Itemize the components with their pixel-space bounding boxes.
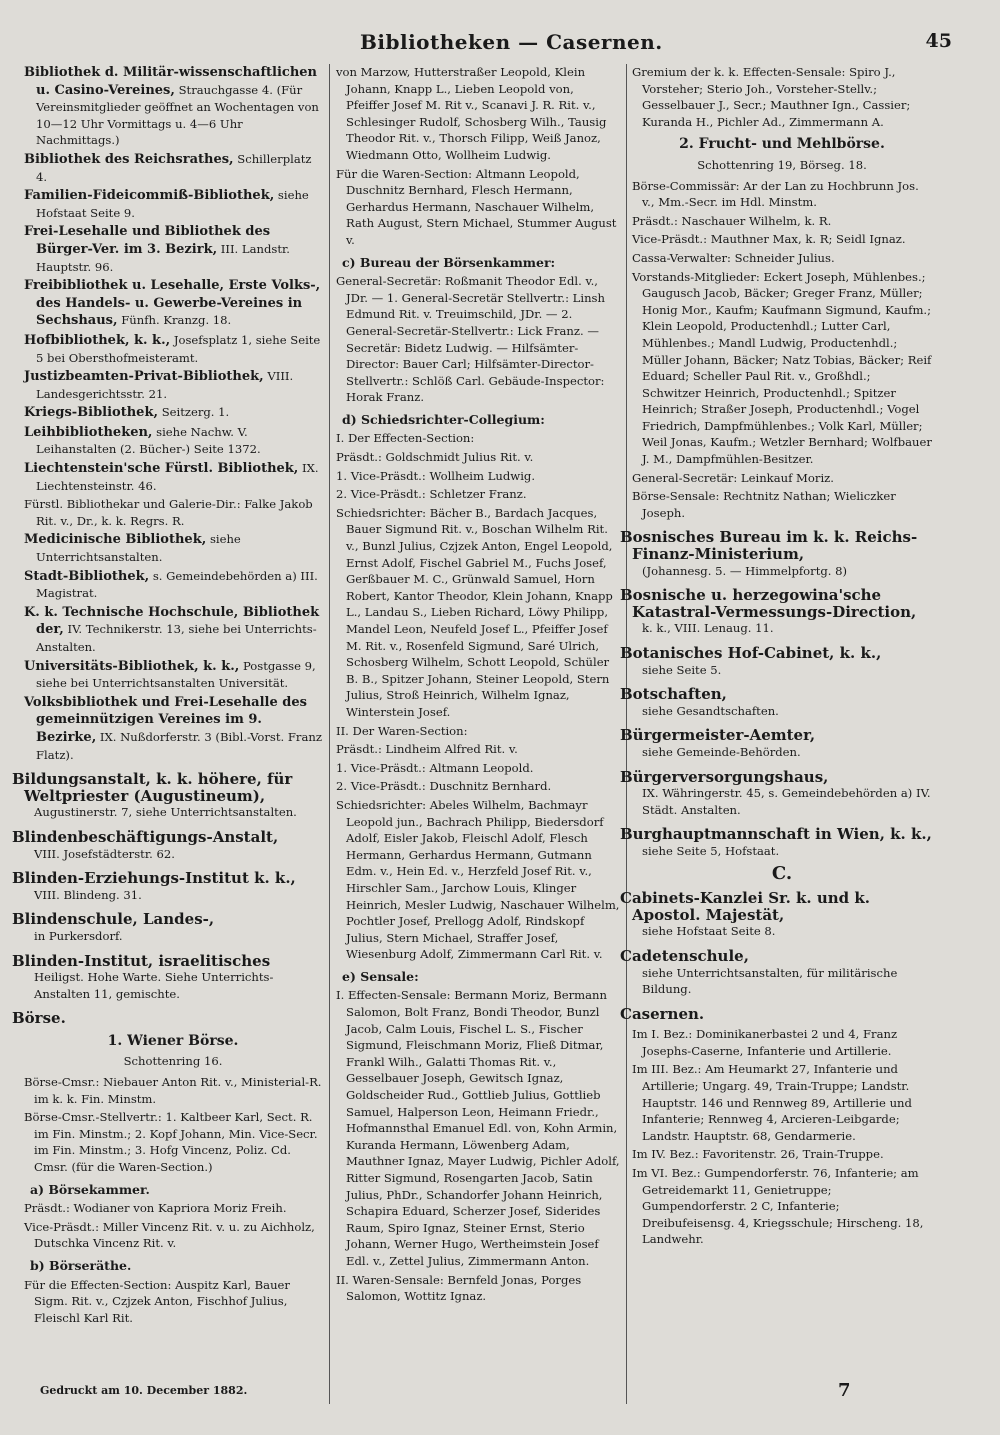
major-entry [620,726,932,760]
major-heading: Bildungsanstalt, k. k. höhere, für Weltpriester (Augustineum), [12,770,293,805]
directory-entry [24,604,322,656]
major-heading: Burghauptmannschaft in Wien, k. k., [620,825,932,844]
column-right [620,64,932,1250]
listing-paragraph: Gremium der k. k. Effecten-Sensale: Spiro J., Vorsteher; Sterio Joh., Vorsteher-Stellv.; Gesselbauer J., Secr.; Mauthner Ign., Cassier; Kuranda H., Pichler Ad., Zimmermann A. [632,65,911,129]
directory-entry [24,496,322,529]
entry-text: III. Landstr. Hauptstr. 96. [36,241,290,274]
entry-heading: Hofbibliothek, k. k., [24,332,171,348]
column-middle [336,64,620,1307]
entry-text: Fünfh. Kranzg. 18. [121,313,232,328]
directory-entry [24,187,322,221]
major-text: k. k., VIII. Lenaug. 11. [642,621,774,636]
major-entry [620,946,932,998]
subsection-heading: e) Sensale: [342,968,419,984]
major-entry [620,1004,932,1023]
listing-paragraph: 1. Vice-Präsdt.: Altmann Leopold. [336,760,534,775]
entry-text: IX. Liechtensteinstr. 46. [36,461,319,493]
listing-paragraph: Börse-Cmsr.-Stellvertr.: 1. Kaltbeer Karl, Sect. R. im Fin. Minstm.; 2. Kopf Johann, Min. Vice-Secr. im Fin. Minstm.; 3. Hofg Vincenz, Poliz. Cd. Cmsr. (für die Waren-Section.) [24,1110,318,1175]
letter-divider: C. [771,862,793,884]
listing-paragraph: Im VI. Bez.: Gumpendorferstr. 76, Infanterie; am Getreidemarkt 11, Genietruppe; Gumpendorferstr. 2 C, Infanterie; Dreibufeisensg. 4, Kriegsschule; Hirscheng. 18, Landwehr. [632,1166,924,1247]
listing-paragraph: Präsdt.: Wodianer von Kapriora Moriz Freih. [24,1201,287,1216]
listing-paragraph: Börse-Sensale: Rechtnitz Nathan; Wieliczker Joseph. [632,489,896,520]
major-text: siehe Hofstaat Seite 8. [642,924,776,939]
entry-text: siehe Hofstaat Seite 9. [36,188,309,220]
major-text: siehe Seite 5, Hofstaat. [642,843,780,858]
listing-paragraph: Börse-Cmsr.: Niebauer Anton Rit. v., Ministerial-R. im k. k. Fin. Minstm. [24,1075,322,1106]
major-heading: Börse. [12,1009,66,1028]
address-line: Schottenring 16. [123,1054,223,1069]
listing-paragraph: 2. Vice-Präsdt.: Duschnitz Bernhard. [336,779,552,794]
listing-paragraph: Schiedsrichter: Abeles Wilhelm, Bachmayr Leopold jun., Bachrach Philipp, Biedersdorf Adolf, Eisler Jakob, Fleischl Adolf, Flesch Hermann, Gerhardus Hermann, Gutmann Edm. v., Hein Ed. v., Herzfeld Josef Rit. v., Hirschler Sam., Jarchow Louis, Klinger Heinrich, Mesler Ludwig, Naschauer Wilhelm, Pochtler Josef, Prellogg Adolf, Rindskopf Julius, Stern Michael, Straffer Josef, Wiesenburg Adolf, Zimmermann Carl Rit. v. [336,797,620,962]
directory-entry [24,223,322,275]
entry-heading: Bibliothek d. Militär-wissenschaftlichen u. Casino-Vereines, [24,65,318,98]
listing-paragraph: Im IV. Bez.: Favoritenstr. 26, Train-Truppe. [632,1147,884,1162]
listing-paragraph: Vorstands-Mitglieder: Eckert Joseph, Mühlenbes.; Gaugusch Jacob, Bäcker; Greger Franz, Müller; Honig Mor., Kaufm; Kaufmann Sigmund, Kaufm.; Klein Leopold, Productenhdl.; Lutter Carl, Mühlenbes.; Mandl Ludwig, Productenhdl.; Müller Johann, Bäcker; Natz Tobias, Bäcker; Reif Eduard; Scheller Paul Rit. v., Großhdl.; Schwitzer Heinrich, Productenhdl.; Spitzer Heinrich; Straßer Joseph, Productenhdl.; Vogel Friedrich, Dampfmühlenbes.; Volk Karl, Müller; Weil Jonas, Kaufm.; Wetzler Bernhard; Wolfbauer J. M., Dampfmühlen-Besitzer. [632,269,932,467]
major-heading: Cadetenschule, [620,946,749,965]
entry-text: Postgasse 9, siehe bei Unterrichtsanstalten Universität. [36,658,316,691]
major-entry [620,825,932,859]
listing-paragraph: II. Waren-Sensale: Bernfeld Jonas, Porges Salomon, Wottitz Ignaz. [336,1272,582,1304]
directory-entry [24,424,322,458]
directory-entry [24,368,322,402]
entry-text: VIII. Landesgerichtsstr. 21. [36,369,294,401]
directory-entry [24,658,322,692]
major-heading: Botschaften, [620,685,727,704]
major-text: (Johannesg. 5. — Himmelpfortg. 8) [642,563,848,578]
entry-text: IV. Technikerstr. 13, siehe bei Unterrichts-Anstalten. [36,622,317,654]
major-text: IX. Währingerstr. 45, s. Gemeindebehörden a) IV. Städt. Anstalten. [642,786,931,817]
listing-paragraph: II. Der Waren-Section: [336,723,468,738]
entry-heading: Leihbibliotheken, [24,424,153,440]
entry-heading: Stadt-Bibliothek, [24,568,150,584]
major-text: VIII. Blindeng. 31. [34,887,142,902]
entry-heading: Familien-Fideicommiß-Bibliothek, [24,188,275,204]
major-heading: Casernen. [620,1004,705,1023]
major-heading: Botanisches Hof-Cabinet, k. k., [620,644,882,662]
signature-mark: 7 [838,1380,851,1401]
listing-paragraph: Vice-Präsdt.: Miller Vincenz Rit. v. u. zu Aichholz, Dutschka Vincenz Rit. v. [24,1219,315,1251]
major-entry [12,869,322,903]
listing-paragraph: Präsdt.: Goldschmidt Julius Rit. v. [336,450,534,465]
entry-heading: Liechtenstein'sche Fürstl. Bibliothek, [24,461,299,477]
column-divider [329,64,330,1404]
directory-entry [24,568,322,602]
entry-heading: Freibibliothek u. Lesehalle, Erste Volks-, des Handels- u. Gewerbe-Vereines in Sechshaus, [24,278,321,329]
address-line: Schottenring 19, Börseg. 18. [697,157,867,172]
entry-text: Josefsplatz 1, siehe Seite 5 bei Obersthofmeisteramt. [36,332,321,365]
entry-text: Schillerplatz 4. [36,151,312,184]
entry-heading: Frei-Lesehalle und Bibliothek des Bürger-Ver. im 3. Bezirk, [24,224,271,257]
major-entry [620,644,932,678]
major-text: in Purkersdorf. [34,928,123,943]
listing-paragraph: 2. Vice-Präsdt.: Schletzer Franz. [336,487,527,502]
major-text: siehe Seite 5. [642,662,722,677]
major-heading: Blindenbeschäftigungs-Anstalt, [12,827,279,846]
entry-text: Fürstl. Bibliothekar und Galerie-Dir.: Falke Jakob Rit. v., Dr., k. k. Regrs. R. [24,497,313,528]
section-heading: 2. Frucht- und Mehlbörse. [679,136,885,153]
listing-paragraph: I. Der Effecten-Section: [336,431,475,446]
listing-paragraph: von Marzow, Hutterstraßer Leopold, Klein Johann, Knapp L., Lieben Leopold von, Pfeiffer Josef M. Rit v., Scanavi J. R. Rit. v., Schlesinger Rudolf, Schosberg Wilh., Tausig Theodor Rit. v., Thorsch Filipp, Weiß Janoz, Wiedmann Otto, Wollheim Ludwig. [336,65,607,162]
listing-paragraph: Börse-Commissär: Ar der Lan zu Hochbrunn Jos. v., Mm.-Secr. im Hdl. Minstm. [632,178,919,210]
directory-entry [24,404,322,422]
subsection-heading: b) Börseräthe. [30,1258,132,1273]
major-heading: Bürgerversorgungshaus, [620,767,829,786]
entry-text: siehe Unterrichtsanstalten. [36,532,241,565]
major-text: siehe Gesandtschaften. [642,703,779,718]
major-entry [620,586,932,637]
entry-heading: Medicinische Bibliothek, [24,532,207,548]
listing-paragraph: Präsdt.: Naschauer Wilhelm, k. R. [632,213,832,228]
major-text: Heiligst. Hohe Warte. Siehe Unterrichts-Anstalten 11, gemischte. [34,970,274,1001]
entry-text: siehe Nachw. V. Leihanstalten (2. Bücher-) Seite 1372. [36,424,261,457]
major-entry [12,1009,322,1028]
subsection-heading: c) Bureau der Börsenkammer: [342,254,556,270]
listing-paragraph: Im I. Bez.: Dominikanerbastei 2 und 4, Franz Josephs-Caserne, Infanterie und Artillerie. [632,1027,898,1058]
directory-entry [24,531,322,565]
entry-text: s. Gemeindebehörden a) III. Magistrat. [36,568,318,601]
column-left [12,64,322,1328]
major-heading: Bürgermeister-Aemter, [620,726,816,745]
major-entry [12,951,322,1003]
major-text: VIII. Josefstädterstr. 62. [34,846,175,861]
listing-paragraph: Für die Waren-Section: Altmann Leopold, Duschnitz Bernhard, Flesch Hermann, Gerhardus Hermann, Naschauer Wilhelm, Rath August, Stern Michael, Stummer August v. [336,166,617,247]
entry-heading: Volksbibliothek und Frei-Lesehalle des gemeinnützigen Vereines im 9. Bezirke, [24,694,307,745]
listing-paragraph: Für die Effecten-Section: Auspitz Karl, Bauer Sigm. Rit. v., Czjzek Anton, Fischhof Julius, Fleischl Karl Rit. [24,1277,290,1325]
major-text: siehe Unterrichtsanstalten, für militärische Bildung. [642,965,898,997]
major-entry [12,827,322,862]
major-heading: Blindenschule, Landes-, [12,910,215,929]
directory-entry [24,460,322,494]
print-date: Gedruckt am 10. December 1882. [40,1384,248,1397]
directory-entry [24,332,322,366]
major-text: Augustinerstr. 7, siehe Unterrichtsanstalten. [34,805,297,820]
listing-paragraph: I. Effecten-Sensale: Bermann Moriz, Bermann Salomon, Bolt Franz, Bondi Theodor, Bunzl Jacob, Calm Louis, Fischel L. S., Fischer Sigmund, Fleischmann Moriz, Fließ Ditmar, Frankl Wilh., Galatti Thomas Rit. v., Gesselbauer Joseph, Gewitsch Ignaz, Goldscheider Rud., Gottlieb Julius, Gottlieb Samuel, Halperson Leon, Heimann Friedr., Hofmannsthal Emanuel Edl. von, Kohn Armin, Kuranda Hermann, Löwenberg Adam, Mauthner Ignaz, Mayer Ludwig, Pichler Adolf, Ritter Sigmund, Rosengarten Jacob, Satin Julius, PhDr., Schandorfer Johann Heinrich, Schapira Eduard, Scherzer Josef, Siderides Raum, Spiro Ignaz, Steiner Ernst, Sterio Johann, Werner Hugo, Wertheimstein Josef Edl. v., Zettel Julius, Zimmermann Anton. [336,988,620,1268]
entry-heading: Bibliothek des Reichsrathes, [24,151,234,167]
page-title: Bibliotheken — Casernen. [360,30,663,54]
entry-heading: K. k. Technische Hochschule, Bibliothek der, [24,604,320,638]
major-entry [620,528,932,579]
listing-paragraph: General-Secretär: Leinkauf Moriz. [632,470,834,485]
subsection-heading: a) Börsekammer. [30,1181,150,1197]
listing-paragraph: 1. Vice-Präsdt.: Wollheim Ludwig. [336,468,536,483]
major-text: siehe Gemeinde-Behörden. [642,744,801,759]
entry-heading: Kriegs-Bibliothek, [24,405,158,421]
major-entry [12,910,322,944]
major-heading: Blinden-Erziehungs-Institut k. k., [12,869,296,888]
section-heading: 1. Wiener Börse. [107,1032,239,1049]
listing-paragraph: General-Secretär: Roßmanit Theodor Edl. v., JDr. — 1. General-Secretär Stellvertr.: Linsh Edmund Rit. v. Treuimschild, JDr. — 2. General-Secretär-Stellvertr.: Lick Franz. — Secretär: Bidetz Ludwig. — Hilfsämter-Director: Bauer Carl; Hilfsämter-Director-Stellvertr.: Schlöß Carl. Gebäude-Inspector: Horak Franz. [336,274,605,405]
major-heading: Blinden-Institut, israelitisches [12,951,271,970]
directory-entry [24,151,322,185]
listing-paragraph: Schiedsrichter: Bächer B., Bardach Jacques, Bauer Sigmund Rit. v., Boschan Wilhelm Rit. v., Bunzl Julius, Czjzek Anton, Engel Leopold, Ernst Adolf, Fischel Gabriel M., Fuchs Josef, Gerßbauer M. C., Grünwald Samuel, Horn Robert, Kantor Theodor, Klein Johann, Knapp L., Landau S., Lieben Richard, Löwy Philipp, Mandel Leon, Neufeld Josef L., Pfeiffer Josef M. Rit. v., Rosenfeld Sigmund, Saré Ulrich, Schosberg Wilhelm, Schott Leopold, Schüler B. B., Spitzer Johann, Steiner Leopold, Stern Julius, Stroß Heinrich, Wilhelm Ignaz, Winterstein Josef. [336,505,613,719]
directory-entry [24,277,322,330]
major-heading: Bosnische u. herzegowina'sche Katastral-Vermessungs-Direction, [620,586,917,621]
listing-paragraph: Präsdt.: Lindheim Alfred Rit. v. [336,742,518,757]
major-entry [12,770,322,821]
page-header [0,30,1000,56]
listing-paragraph: Cassa-Verwalter: Schneider Julius. [632,250,835,265]
subsection-heading: d) Schiedsrichter-Collegium: [342,411,545,427]
directory-entry [24,694,322,763]
page-number: 45 [925,30,952,52]
entry-heading: Universitäts-Bibliothek, k. k., [24,658,240,674]
listing-paragraph: Im III. Bez.: Am Heumarkt 27, Infanterie und Artillerie; Ungarg. 49, Train-Truppe; Landstr. Hauptstr. 146 und Rennweg 89, Artillerie und Infanterie; Rennweg 4, Arcieren-Leibgarde; Landstr. Hauptstr. 68, Gendarmerie. [632,1062,912,1143]
major-entry [620,767,932,819]
entry-heading: Justizbeamten-Privat-Bibliothek, [24,369,264,385]
major-heading: Bosnisches Bureau im k. k. Reichs-Finanz-Ministerium, [620,528,918,564]
listing-paragraph: Vice-Präsdt.: Mauthner Max, k. R; Seidl Ignaz. [632,232,906,247]
entry-text: Strauchgasse 4. (Für Vereinsmitglieder geöffnet an Wochentagen von 10—12 Uhr Vormittags u. 4—6 Uhr Nachmittags.) [36,82,319,148]
entry-text: Seitzerg. 1. [161,405,230,420]
major-entry [620,889,932,940]
major-heading: Cabinets-Kanzlei Sr. k. und k. Apostol. Majestät, [620,889,871,924]
directory-entry [24,64,322,149]
major-entry [620,685,932,719]
entry-text: IX. Nußdorferstr. 3 (Bibl.-Vorst. Franz Flatz). [36,729,322,762]
